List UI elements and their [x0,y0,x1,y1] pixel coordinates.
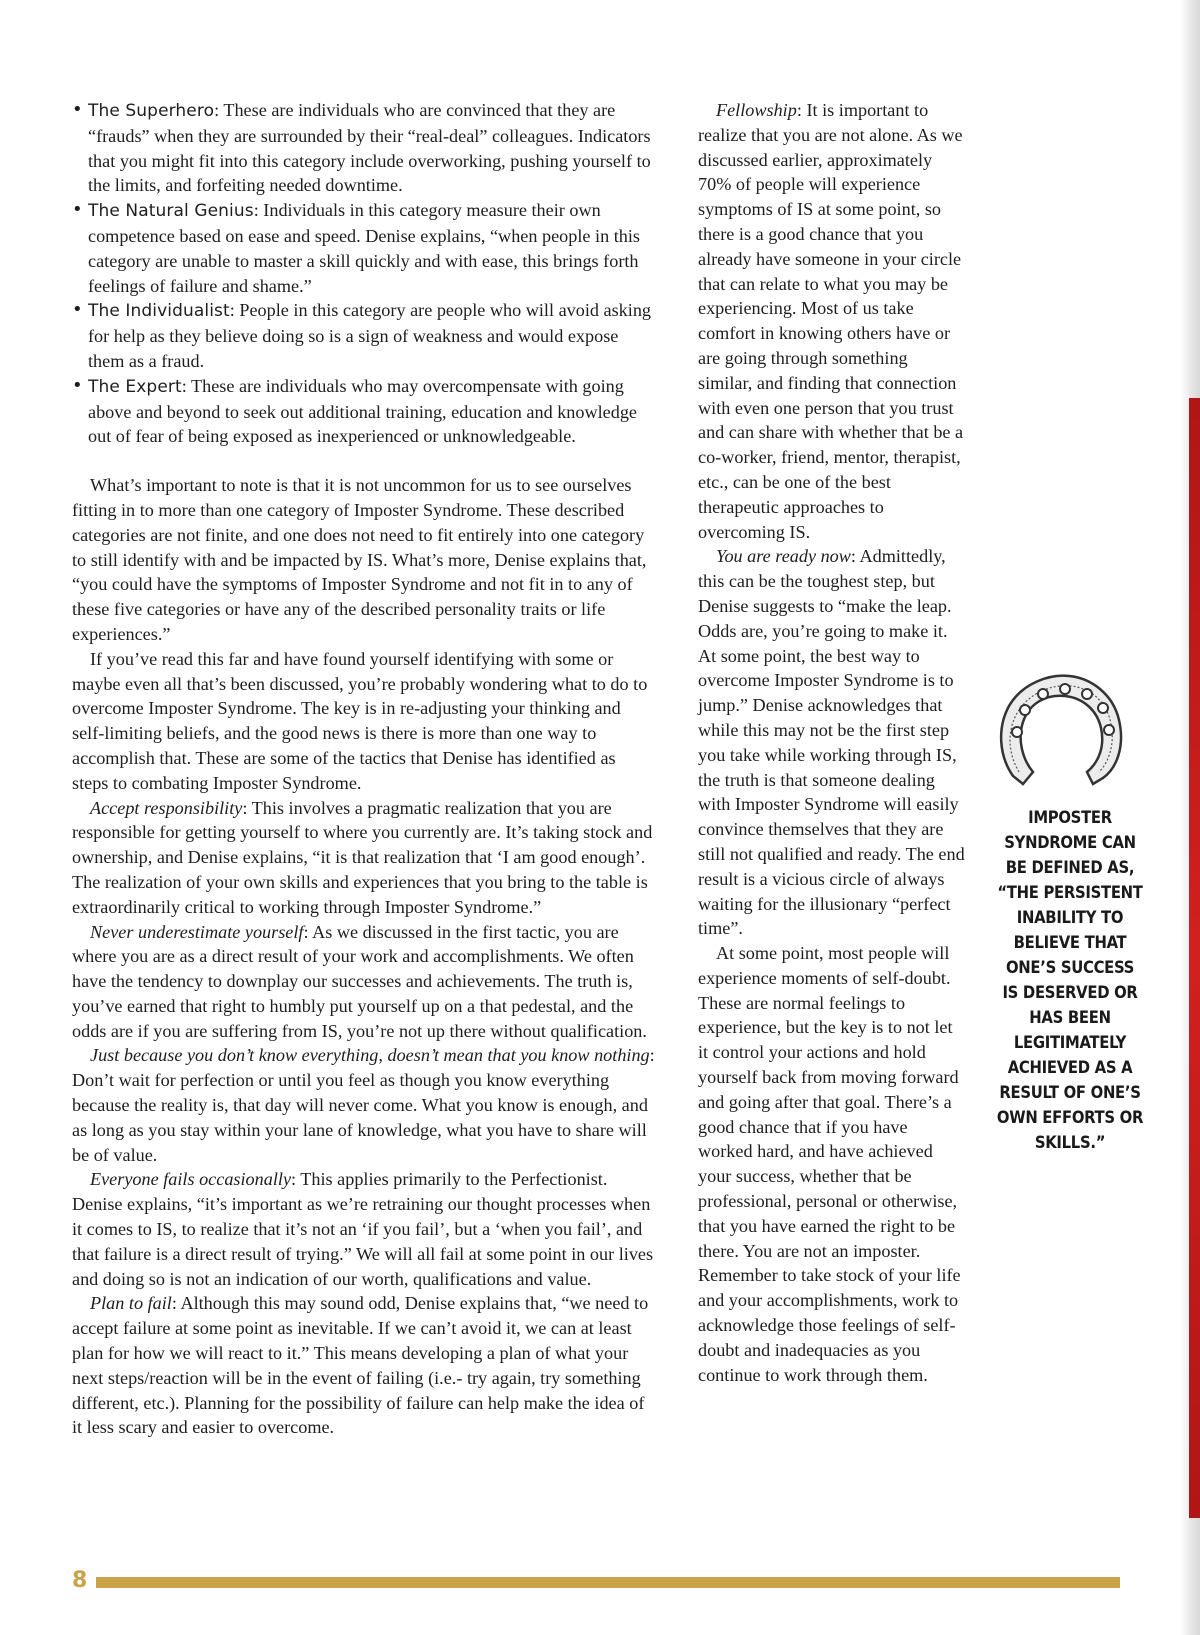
paragraph-lead: Fellowship [716,100,797,120]
tactic-plan-to-fail [72,1291,655,1440]
paragraph-text: : This involves a pragmatic realization that you are responsible for getting yourself to where you currently are. It’s taking stock and ownership, and Denise explains, “it is that realization that ‘I am good enough’. The realization of your own skills and experiences that you bring to the table is extraordinarily critical to working through Imposter Syndrome.” [72,797,653,917]
bullet-icon: • [72,374,83,396]
bullet-icon: • [72,299,83,321]
tactic-accept-responsibility [72,796,655,920]
bullet-text: : People in this category are people who will avoid asking for help as they believe doing so is a sign of weakness and would expose them as a fraud. [88,300,652,371]
list-item [72,198,655,298]
middle-column [698,98,965,1387]
bullet-icon: • [72,199,83,221]
tactic-everyone-fails [72,1167,655,1291]
body-paragraph [72,647,655,796]
bullet-term: The Superhero [88,101,215,121]
left-column [72,98,655,1440]
page-edge-red-tab [1189,398,1200,1518]
tactic-dont-know-everything [72,1043,655,1167]
tactic-fellowship [698,98,965,544]
paragraph-lead: Accept responsibility [90,797,243,818]
paragraph-text: : This applies primarily to the Perfectionist. Denise explains, “it’s important as we’re retraining our thought processes when it comes to IS, to realize that it’s not an ‘if you fail’, but a ‘when you fail’, and that failure is a direct result of trying.” We will all fail at some point in our lives and doing so is not an indication of our worth, qualifications and value. [72,1169,654,1289]
paragraph-text: : Although this may sound odd, Denise explains that, “we need to accept failure at some point as inevitable. If we can’t avoid it, we can at least plan for how we will react to it.” This means developing a plan of what your next steps/reaction will be in the event of failing (i.e.- try again, try something different, etc.). Planning for the possibility of failure can help make the idea of it less scary and easier to overcome. [72,1293,649,1438]
bullet-text: : These are individuals who are convinced that they are “frauds” when they are surrounded by their “real-deal” colleagues. Indicators that you might fit into this category include overworking, pushing yourself to the limits, and forfeiting needed downtime. [88,100,651,196]
paragraph-lead: Just because you don’t know everything, doesn’t mean that you know nothing [90,1045,650,1066]
bullet-term: The Individualist [88,301,230,322]
paragraph-text: If you’ve read this far and have found yourself identifying with some or maybe even all that’s been discussed, you’re probably wondering what to do to overcome Imposter Syndrome. The key is in re-adjusting your thinking and self-limiting beliefs, and the good news is there is more than one way to accomplish that. These are some of the tactics that Denise has identified as steps to combating Imposter Syndrome. [72,648,648,793]
paragraph-text: : Admittedly, this can be the toughest step, but Denise suggests to “make the leap. Odds are, you’re going to make it. At some point, the best way to overcome Imposter Syndrome is to jump.” Denise acknowledges that while this may not be the first step you take while working through IS, the truth is that someone dealing with Imposter Syndrome will easily convince themselves that they are still not qualified and ready. The end result is a vicious circle of always waiting for the illusionary “perfect time”. [698,546,965,939]
paragraph-lead: Never underestimate yourself [90,921,304,942]
bullet-term: The Natural Genius [88,201,254,222]
paragraph-text: : Don’t wait for perfection or until you feel as though you know everything because the reality is, that day will never come. What you know is enough, and as long as you stay within your lane of knowledge, what you have to share will be of value. [72,1045,655,1165]
paragraph-lead: Everyone fails occasionally [90,1169,292,1190]
paragraph-text: At some point, most people will experience moments of self-doubt. These are normal feelings to experience, but the key is to not let it control your actions and hold yourself back from moving forward and going after that goal. There’s a good chance that if you have worked hard, and have achieved your success, whether that be professional, personal or otherwise, that you have earned the right to be there. You are not an imposter. Remember to take stock of your life and your accomplishments, work to acknowledge those feelings of self-doubt and inadequacies as you continue to work through them. [698,943,961,1385]
bullet-text: : Individuals in this category measure their own competence based on ease and speed. Denise explains, “when people in this category are unable to master a skill quickly and with ease, this brings forth feelings of failure and shame.” [88,200,641,296]
paragraph-lead: Plan to fail [90,1293,172,1314]
tactic-ready-now [698,544,965,941]
paragraph-text: : It is important to realize that you are not alone. As we discussed earlier, approximately 70% of people will experience symptoms of IS at some point, so there is a good chance that you already have someone in your circle that can relate to what you may be experiencing. Most of us take comfort in knowing others have or are going through something similar, and finding that connection with even one person that you trust and can share with whether that be a co-worker, friend, mentor, therapist, etc., can be one of the best therapeutic approaches to overcoming IS. [698,100,964,542]
category-list [72,98,655,449]
footer-rule [96,1577,1120,1588]
body-paragraph [72,473,655,647]
bullet-icon: • [72,99,83,120]
paragraph-text: : As we discussed in the first tactic, you are where you are as a direct result of your work and accomplishments. We often have the tendency to downplay our successes and achievements. The truth is, you’ve earned that right to humbly put yourself up on a that pedestal, and the odds are if you are suffering from IS, you’re not up there without qualification. [72,921,647,1041]
page-number: 8 [72,1568,88,1593]
bullet-text: : These are individuals who may overcompensate with going above and beyond to seek out additional training, education and knowledge out of fear of being exposed as inexperienced or unknowledgeable. [88,375,638,447]
paragraph-lead: You are ready now [716,546,851,567]
horseshoe-icon [995,672,1125,792]
bullet-term: The Expert [88,376,182,397]
list-item [72,98,655,198]
pull-quote: IMPOSTER SYNDROME CAN BE DEFINED AS, “THE PERSISTENT INABILITY TO BELIEVE THAT ONE’S SUCCESS IS DESERVED OR HAS BEEN LEGITIMATELY ACHIEVED AS A RESULT OF ONE’S OWN EFFORTS OR SKILLS.” [996,808,1144,1152]
tactic-never-underestimate [72,920,655,1044]
list-item [72,374,655,449]
body-paragraph [698,941,965,1387]
paragraph-text: What’s important to note is that it is not uncommon for us to see ourselves fitting in to more than one category of Imposter Syndrome. These described categories are not finite, and one does not need to fit entirely into one category to still identify with and be impacted by IS. What’s more, Denise explains that, “you could have the symptoms of Imposter Syndrome and not fit in to any of these five categories or have any of the described personality traits or life experiences.” [72,475,647,644]
list-item [72,298,655,373]
